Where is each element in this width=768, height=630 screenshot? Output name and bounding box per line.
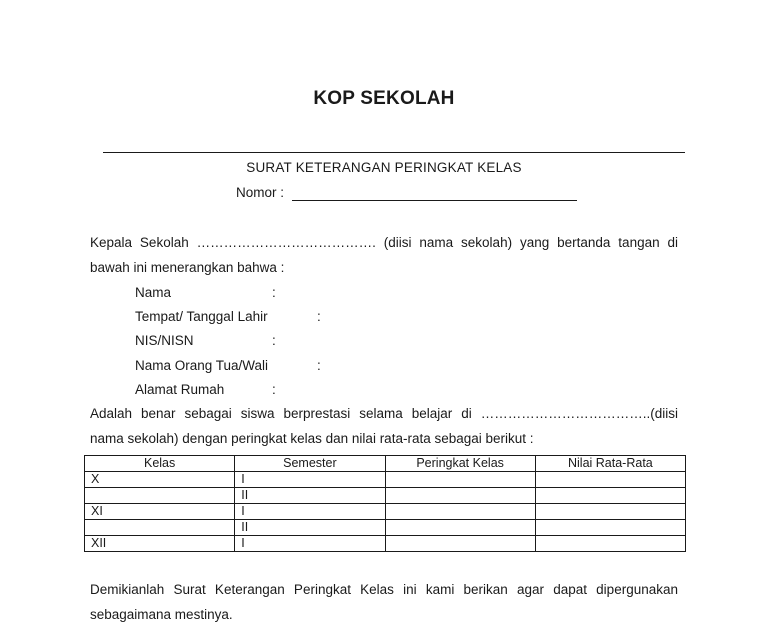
closing-paragraph-line-1: Demikianlah Surat Keterangan Peringkat Kelas ini kami berikan agar dapat dipergunakan <box>90 582 678 597</box>
table-cell-peringkat <box>385 504 535 520</box>
table-header-semester: Semester <box>235 456 385 472</box>
table-cell-peringkat <box>385 488 535 504</box>
field-colon-nis-nisn: : <box>272 333 276 348</box>
table-header-peringkat-kelas: Peringkat Kelas <box>385 456 535 472</box>
opening-paragraph-line-1: Kepala Sekolah …………………………………. (diisi nama sekolah) yang bertanda tangan di <box>90 235 678 250</box>
field-label-nama: Nama <box>135 285 172 300</box>
table-header-kelas: Kelas <box>85 456 235 472</box>
ranking-table <box>84 455 686 552</box>
closing-paragraph-line-2: sebagaimana mestinya. <box>90 606 233 622</box>
field-label-nama-orang-tua-wali: Nama Orang Tua/Wali <box>135 358 269 373</box>
table-cell-semester: I <box>235 504 385 520</box>
opening-paragraph-line-2: bawah ini menerangkan bahwa : <box>90 259 285 275</box>
table-cell-kelas <box>85 520 235 536</box>
table-row <box>85 488 686 504</box>
table-cell-kelas: XI <box>85 504 235 520</box>
table-cell-peringkat <box>385 472 535 488</box>
table-cell-nilai <box>535 504 685 520</box>
table-cell-kelas: X <box>85 472 235 488</box>
table-cell-nilai <box>535 520 685 536</box>
field-label-alamat-rumah: Alamat Rumah <box>135 382 225 397</box>
table-cell-peringkat <box>385 520 535 536</box>
opening-paragraph <box>90 231 678 280</box>
table-cell-semester: II <box>235 520 385 536</box>
nomor-label: Nomor : <box>236 185 285 200</box>
field-colon-alamat-rumah: : <box>272 382 276 397</box>
statement-paragraph <box>90 402 678 451</box>
statement-paragraph-line-2: nama sekolah) dengan peringkat kelas dan nilai rata-rata sebagai berikut : <box>90 430 534 446</box>
table-cell-kelas: XII <box>85 536 235 552</box>
table-cell-semester: II <box>235 488 385 504</box>
table-cell-peringkat <box>385 536 535 552</box>
letterhead-divider <box>103 152 685 153</box>
nomor-blank-line <box>292 200 577 201</box>
table-row <box>85 472 686 488</box>
table-row <box>85 536 686 552</box>
closing-paragraph <box>90 578 678 627</box>
table-row <box>85 520 686 536</box>
field-colon-nama-orang-tua-wali: : <box>317 358 321 373</box>
field-colon-nama: : <box>272 285 276 300</box>
table-cell-nilai <box>535 536 685 552</box>
table-cell-kelas <box>85 488 235 504</box>
table-cell-nilai <box>535 472 685 488</box>
table-cell-nilai <box>535 488 685 504</box>
field-colon-tempat-tanggal-lahir: : <box>317 309 321 324</box>
letter-subtitle: SURAT KETERANGAN PERINGKAT KELAS <box>246 160 522 175</box>
table-header-nilai-rata-rata: Nilai Rata-Rata <box>535 456 685 472</box>
statement-paragraph-line-1: Adalah benar sebagai siswa berprestasi selama belajar di ………………………………..(diisi <box>90 406 678 421</box>
table-cell-semester: I <box>235 536 385 552</box>
table-row <box>85 504 686 520</box>
field-label-nis-nisn: NIS/NISN <box>135 333 194 348</box>
letterhead-title: KOP SEKOLAH <box>313 88 455 109</box>
table-cell-semester: I <box>235 472 385 488</box>
table-header-row <box>85 456 686 472</box>
field-label-tempat-tanggal-lahir: Tempat/ Tanggal Lahir <box>135 309 268 324</box>
